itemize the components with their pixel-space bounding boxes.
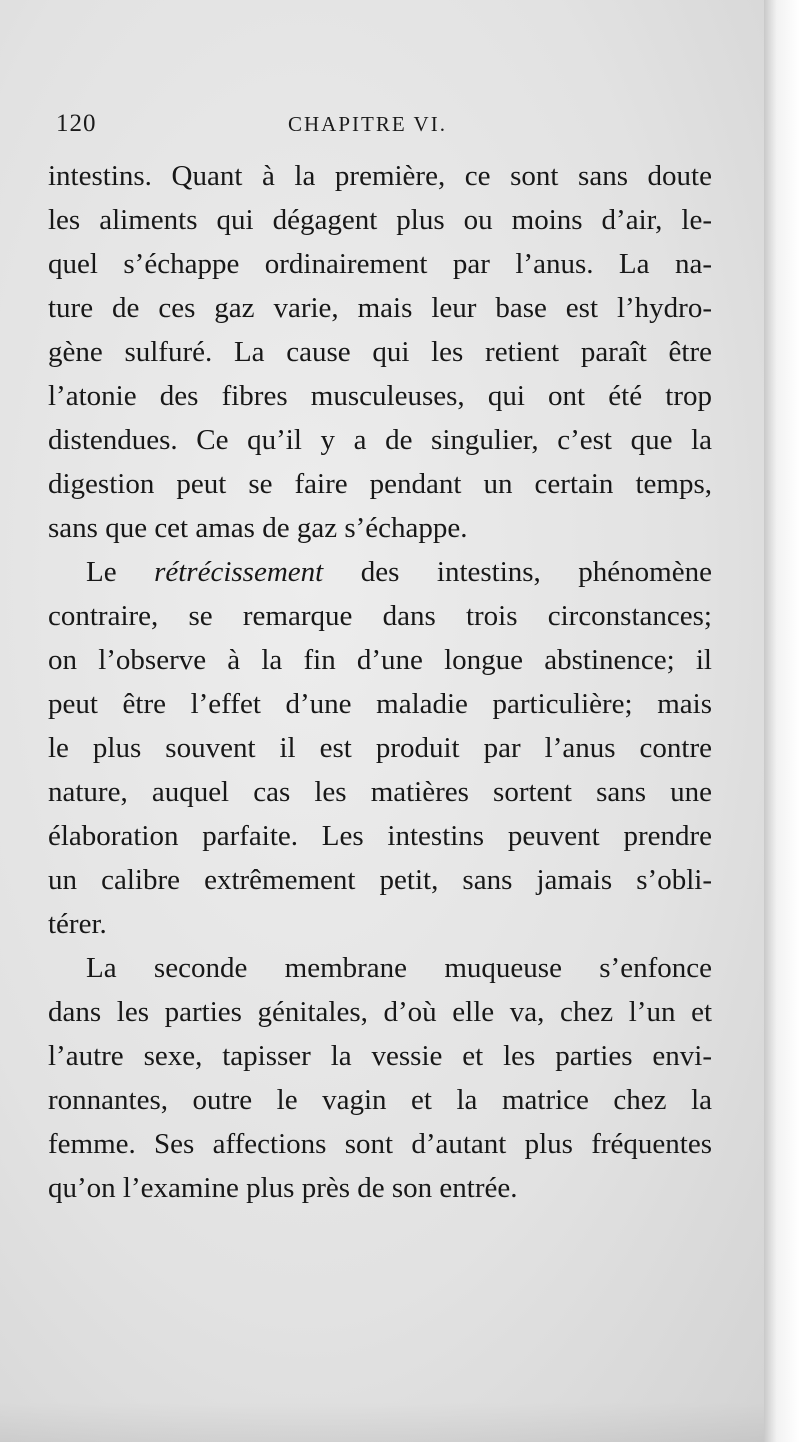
italic-term: rétrécissement	[154, 556, 324, 588]
text-line: peut être l’effet d’une maladie particulière; mais	[48, 688, 712, 720]
text-line: élaboration parfaite. Les intestins peuvent prendre	[48, 820, 712, 852]
text-line: distendues. Ce qu’il y a de singulier, c’est que la	[48, 424, 712, 456]
text-line: femme. Ses affections sont d’autant plus fréquentes	[48, 1128, 712, 1160]
page-number: 120	[56, 110, 97, 137]
page-edge	[764, 0, 800, 1442]
body-text	[48, 154, 712, 1210]
text-line: ture de ces gaz varie, mais leur base est l’hydro-	[48, 292, 712, 324]
text-line: intestins. Quant à la première, ce sont sans doute	[48, 160, 712, 192]
text-line: sans que cet amas de gaz s’échappe.	[48, 512, 468, 544]
text-line: les aliments qui dégagent plus ou moins d’air, le-	[48, 204, 712, 236]
text-run: des intestins, phénomène	[323, 556, 712, 588]
page-shadow	[0, 1402, 764, 1442]
paragraph-1	[48, 154, 712, 550]
text-run: Le	[86, 556, 155, 588]
text-line: le plus souvent il est produit par l’anus contre	[48, 732, 712, 764]
text-line: qu’on l’examine plus près de son entrée.	[48, 1172, 518, 1204]
text-line: digestion peut se faire pendant un certain temps,	[48, 468, 712, 500]
text-line: l’autre sexe, tapisser la vessie et les parties envi-	[48, 1040, 712, 1072]
text-line: un calibre extrêmement petit, sans jamais s’obli-	[48, 864, 712, 896]
text-line: on l’observe à la fin d’une longue abstinence; il	[48, 644, 712, 676]
page-header	[48, 110, 708, 150]
text-line: térer.	[48, 908, 107, 940]
text-line: dans les parties génitales, d’où elle va, chez l’un et	[48, 996, 712, 1028]
paragraph-3	[48, 946, 712, 1210]
text-line: l’atonie des fibres musculeuses, qui ont été trop	[48, 380, 712, 412]
text-line	[48, 550, 712, 594]
text-line: gène sulfuré. La cause qui les retient paraît être	[48, 336, 712, 368]
text-line: quel s’échappe ordinairement par l’anus. La na-	[48, 248, 712, 280]
text-line: La seconde membrane muqueuse s’enfonce	[86, 952, 712, 984]
running-head: CHAPITRE VI.	[288, 112, 447, 136]
text-line: contraire, se remarque dans trois circonstances;	[48, 600, 712, 632]
text-line: nature, auquel cas les matières sortent sans une	[48, 776, 712, 808]
text-line: ronnantes, outre le vagin et la matrice chez la	[48, 1084, 712, 1116]
paragraph-2	[48, 550, 712, 946]
